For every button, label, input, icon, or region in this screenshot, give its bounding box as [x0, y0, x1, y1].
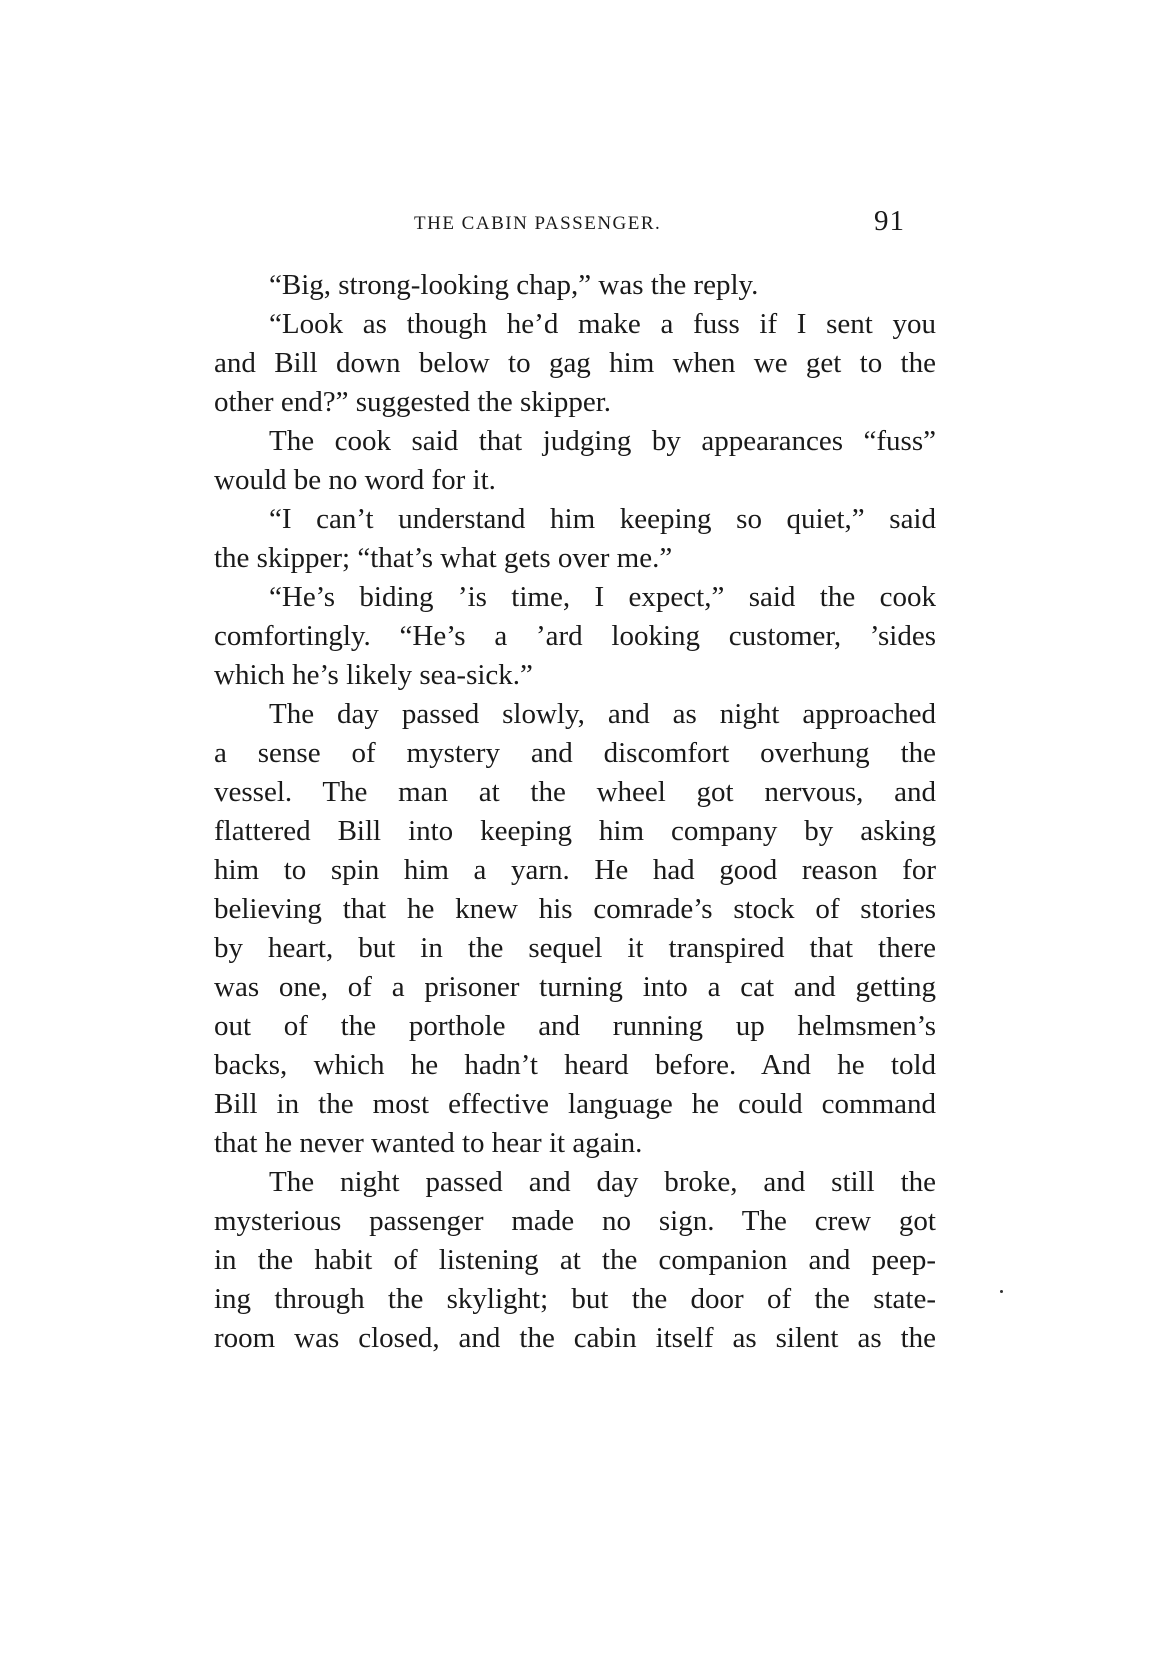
- text-line: The day passed slowly, and as night approached: [269, 698, 936, 730]
- running-title: THE CABIN PASSENGER.: [414, 213, 662, 234]
- page-number: 91: [874, 205, 905, 237]
- text-line: “Look as though he’d make a fuss if I sent you: [269, 308, 936, 340]
- text-line: ing through the skylight; but the door of the state-: [214, 1283, 936, 1315]
- text-line: in the habit of listening at the companion and peep-: [214, 1244, 936, 1276]
- text-line: was one, of a prisoner turning into a cat and getting: [214, 971, 936, 1003]
- running-head: [414, 205, 934, 245]
- text-line: “He’s biding ’is time, I expect,” said the cook: [269, 581, 936, 613]
- text-line: “I can’t understand him keeping so quiet,” said: [269, 503, 936, 535]
- text-line: other end?” suggested the skipper.: [214, 386, 612, 418]
- text-line: backs, which he hadn’t heard before. And he told: [214, 1049, 936, 1081]
- text-line: “Big, strong-looking chap,” was the reply.: [269, 269, 759, 301]
- text-line: vessel. The man at the wheel got nervous, and: [214, 776, 936, 808]
- text-line: The cook said that judging by appearances “fuss”: [269, 425, 936, 457]
- body-text: [214, 266, 936, 1358]
- text-line: would be no word for it.: [214, 464, 496, 496]
- text-line: out of the porthole and running up helmsmen’s: [214, 1010, 936, 1042]
- text-line: The night passed and day broke, and still the: [269, 1166, 936, 1198]
- margin-speck: [1000, 1290, 1003, 1293]
- text-line: believing that he knew his comrade’s stock of stories: [214, 893, 936, 925]
- text-line: that he never wanted to hear it again.: [214, 1127, 643, 1159]
- text-line: which he’s likely sea-sick.”: [214, 659, 533, 691]
- text-line: flattered Bill into keeping him company by asking: [214, 815, 936, 847]
- text-line: mysterious passenger made no sign. The crew got: [214, 1205, 936, 1237]
- text-line: room was closed, and the cabin itself as silent as the: [214, 1322, 936, 1354]
- text-line: and Bill down below to gag him when we get to the: [214, 347, 936, 379]
- text-line: him to spin him a yarn. He had good reason for: [214, 854, 936, 886]
- text-line: the skipper; “that’s what gets over me.”: [214, 542, 673, 574]
- text-line: a sense of mystery and discomfort overhung the: [214, 737, 936, 769]
- text-line: Bill in the most effective language he could command: [214, 1088, 936, 1120]
- text-line: by heart, but in the sequel it transpired that there: [214, 932, 936, 964]
- text-line: comfortingly. “He’s a ’ard looking customer, ’sides: [214, 620, 936, 652]
